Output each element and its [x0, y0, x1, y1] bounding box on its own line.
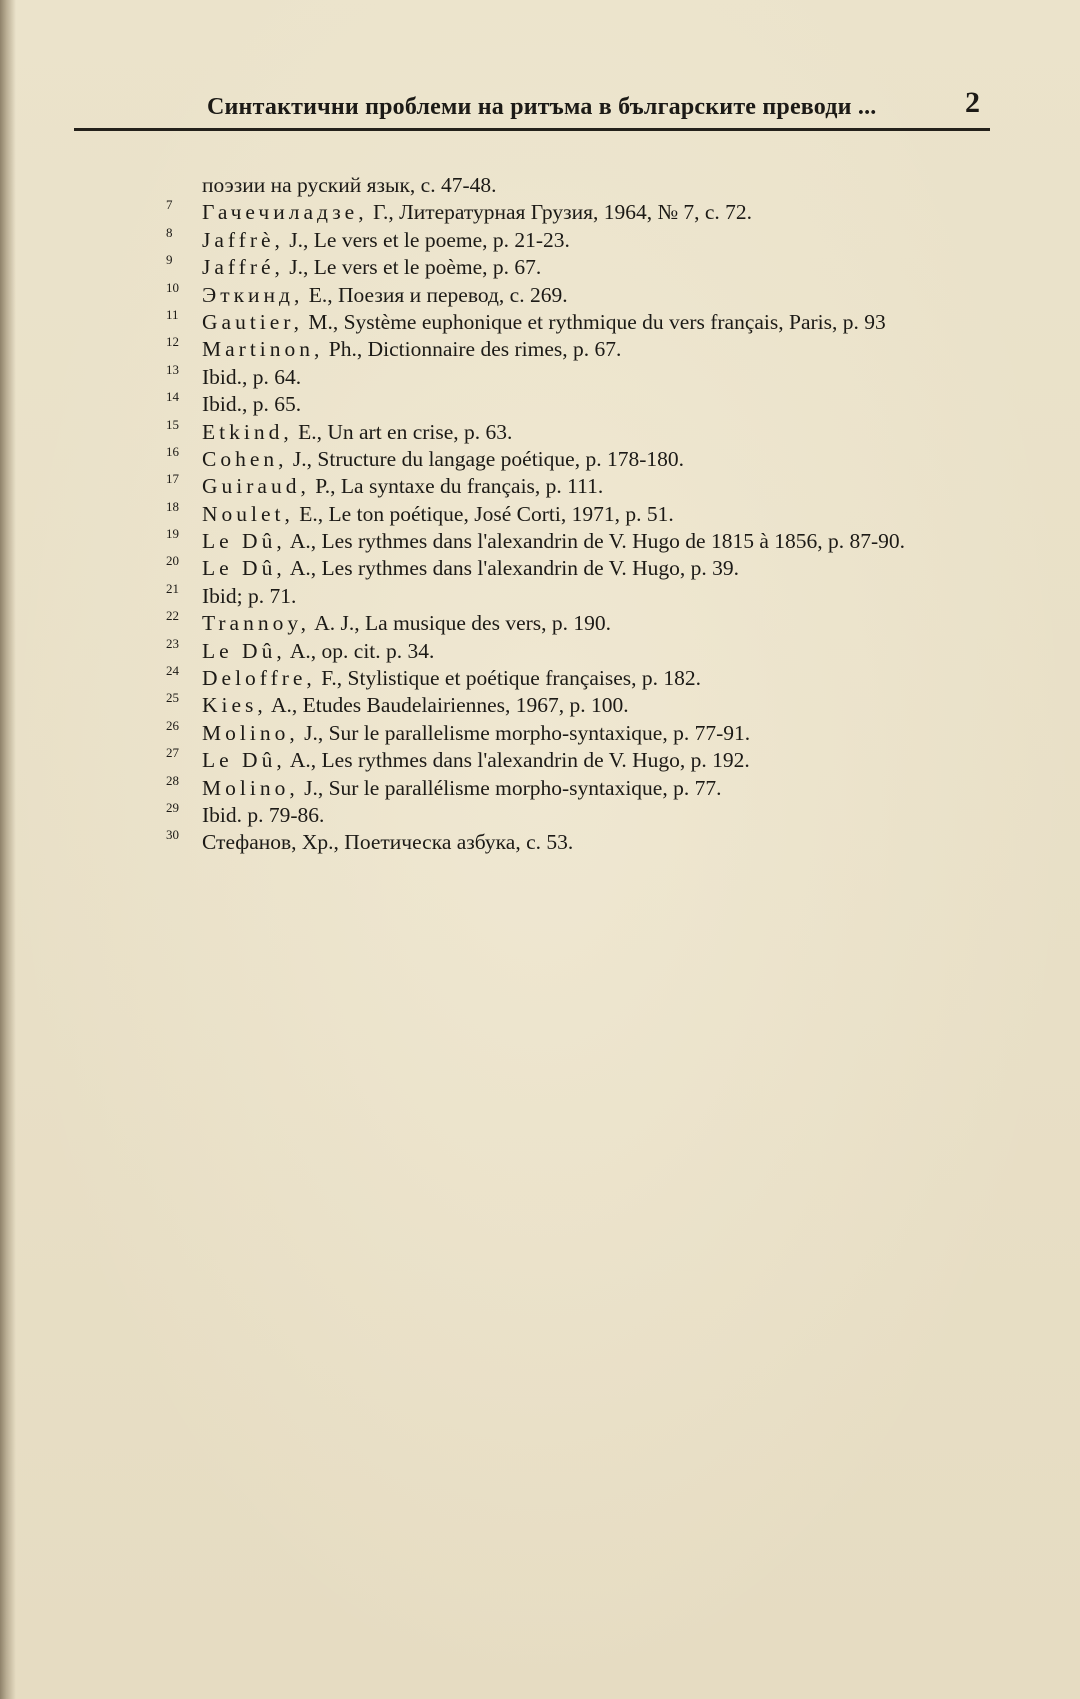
footnote-number: 27: [166, 745, 179, 761]
footnote-item: [0, 772, 1080, 802]
footnote-citation: Ibid; p. 71.: [202, 583, 297, 608]
footnote-author: Martinon,: [202, 337, 324, 362]
footnote-text: [202, 364, 301, 391]
footnote-author: Jaffré,: [202, 255, 284, 280]
footnote-text: [202, 199, 752, 226]
footnote-author: Le Dû,: [202, 748, 286, 773]
footnote-citation: Ibid., p. 65.: [202, 392, 302, 417]
footnote-text: [202, 501, 674, 528]
footnote-item: [0, 717, 1080, 747]
footnote-citation: Ibid. p. 79-86.: [202, 802, 325, 827]
footnote-item: [0, 580, 1080, 610]
footnote-text: [202, 692, 629, 719]
footnote-citation: J., Sur le parallelisme morpho-syntaxique, p. 77-91.: [298, 720, 751, 745]
footnote-text: [202, 446, 684, 473]
footnote-author: Noulet,: [202, 501, 294, 526]
footnote-item: [0, 361, 1080, 391]
footnote-number: 30: [166, 827, 179, 843]
footnote-number: 20: [166, 553, 179, 569]
footnote-item: [0, 692, 1080, 719]
footnote-citation: J., Structure du langage poétique, p. 178-180.: [287, 446, 684, 471]
footnote-number: 24: [166, 663, 179, 679]
footnote-number: 11: [166, 306, 179, 322]
footnote-item: [0, 254, 1080, 281]
footnote-text: [202, 583, 296, 610]
footnote-text: [202, 829, 573, 856]
footnote-number: 14: [166, 389, 179, 405]
header-rule: [74, 128, 990, 131]
footnote-text: [202, 638, 434, 665]
footnote-text: [202, 528, 905, 555]
footnote-item: [0, 799, 1080, 829]
footnote-author: Le Dû,: [202, 529, 286, 554]
footnote-number: 28: [166, 772, 179, 788]
footnote-item: [0, 555, 1080, 582]
footnote-citation: F., Stylistique et poétique françaises, p. 182.: [315, 666, 702, 691]
footnote-number: 9: [166, 252, 173, 268]
footnote-continuation-text: поэзии на руский язык, с. 47-48.: [202, 173, 497, 197]
footnote-citation: J., Le vers et le poème, p. 67.: [283, 255, 542, 280]
footnote-item: [0, 747, 1080, 774]
footnote-number: 16: [166, 443, 179, 459]
footnote-author: Deloffre,: [202, 666, 316, 691]
footnote-number: 29: [166, 799, 179, 815]
footnote-citation: A., Etudes Baudelairiennes, 1967, p. 100.: [266, 693, 629, 718]
footnote-number: 17: [166, 471, 179, 487]
footnote-citation: M., Système euphonique et rythmique du vers français, Paris, p. 93: [302, 309, 886, 334]
footnote-citation: A., Les rythmes dans l'alexandrin de V. Hugo de 1815 à 1856, p. 87-90.: [285, 529, 906, 554]
footnote-author: Etkind,: [202, 419, 293, 444]
footnote-text: [202, 802, 324, 829]
footnote-text: [202, 282, 568, 309]
footnote-citation: E., Un art en crise, p. 63.: [292, 419, 513, 444]
footnote-item: [0, 306, 1080, 336]
footnote-text: [202, 227, 570, 254]
footnote-author: Gautier,: [202, 309, 303, 334]
footnote-item: [0, 279, 1080, 309]
footnote-citation: P., La syntaxe du français, p. 111.: [309, 474, 604, 499]
footnote-author: Le Dû,: [202, 638, 286, 663]
footnote-citation: A., Les rythmes dans l'alexandrin de V. Hugo, p. 39.: [285, 556, 740, 581]
footnote-citation: A. J., La musique des vers, p. 190.: [310, 611, 612, 636]
footnote-text: [202, 473, 603, 500]
footnote-author: Kies,: [202, 693, 267, 718]
footnote-item: [0, 443, 1080, 473]
footnote-citation: J., Le vers et le poeme, p. 21-23.: [283, 227, 570, 252]
footnote-item: [0, 635, 1080, 665]
footnote-number: 22: [166, 608, 179, 624]
footnote-text: [202, 555, 739, 582]
footnotes-list: [0, 172, 1080, 857]
footnote-text: [202, 336, 621, 363]
footnote-citation: Ibid., p. 64.: [202, 364, 302, 389]
footnote-item: [0, 473, 1080, 500]
footnote-item: [0, 416, 1080, 446]
footnote-item: [0, 829, 1080, 856]
footnote-text: [202, 665, 701, 692]
footnote-number: 10: [166, 279, 179, 295]
footnote-author: Guiraud,: [202, 474, 310, 499]
footnote-text: [202, 309, 886, 336]
footnote-author: Jaffrè,: [202, 227, 284, 252]
footnote-item: [0, 665, 1080, 692]
footnote-citation: Г., Литературная Грузия, 1964, № 7, с. 72.: [367, 200, 753, 225]
footnote-item: [0, 199, 1080, 226]
footnote-item: [0, 336, 1080, 363]
footnote-text: [202, 720, 750, 747]
footnote-number: 21: [166, 580, 179, 596]
footnote-text: [202, 610, 611, 637]
running-header: [74, 86, 990, 134]
footnote-text: [202, 254, 541, 281]
footnote-item: [0, 610, 1080, 637]
footnote-author: Trannoy,: [202, 611, 311, 636]
footnote-author: Molino,: [202, 720, 299, 745]
page-number: 2: [965, 86, 980, 119]
footnote-citation: Стефанов, Хр., Поетическа азбука, с. 53.: [202, 830, 574, 855]
footnote-continuation: [0, 172, 1080, 199]
footnote-number: 13: [166, 361, 179, 377]
footnote-item: [0, 498, 1080, 528]
footnote-number: 19: [166, 526, 179, 542]
footnote-number: 12: [166, 334, 179, 350]
footnote-citation: E., Le ton poétique, José Corti, 1971, p. 51.: [293, 501, 674, 526]
footnote-number: 7: [166, 197, 173, 213]
footnote-citation: J., Sur le parallélisme morpho-syntaxique, p. 77.: [298, 775, 722, 800]
footnote-citation: Ph., Dictionnaire des rimes, p. 67.: [323, 337, 622, 362]
footnote-citation: Е., Поезия и перевод, с. 269.: [303, 282, 568, 307]
footnote-citation: A., op. cit. p. 34.: [285, 638, 435, 663]
footnote-citation: A., Les rythmes dans l'alexandrin de V. Hugo, p. 192.: [285, 748, 750, 773]
footnote-item: [0, 528, 1080, 555]
footnote-author: Эткинд,: [202, 282, 304, 307]
footnote-text: [202, 391, 301, 418]
footnote-item: [0, 391, 1080, 418]
footnote-number: 8: [166, 224, 173, 240]
footnote-text: [202, 747, 750, 774]
footnote-number: 26: [166, 717, 179, 733]
footnote-text: [202, 775, 721, 802]
footnote-author: Le Dû,: [202, 556, 286, 581]
footnote-number: 25: [166, 690, 179, 706]
footnote-author: Гачечиладзе,: [202, 200, 368, 225]
footnote-author: Molino,: [202, 775, 299, 800]
footnote-number: 15: [166, 416, 179, 432]
footnote-item: [0, 224, 1080, 254]
footnote-author: Cohen,: [202, 446, 288, 471]
footnote-number: 23: [166, 635, 179, 651]
running-header-title: Синтактични проблеми на ритъма в българските преводи ...: [207, 94, 877, 120]
footnote-number: 18: [166, 498, 179, 514]
footnote-text: [202, 419, 512, 446]
